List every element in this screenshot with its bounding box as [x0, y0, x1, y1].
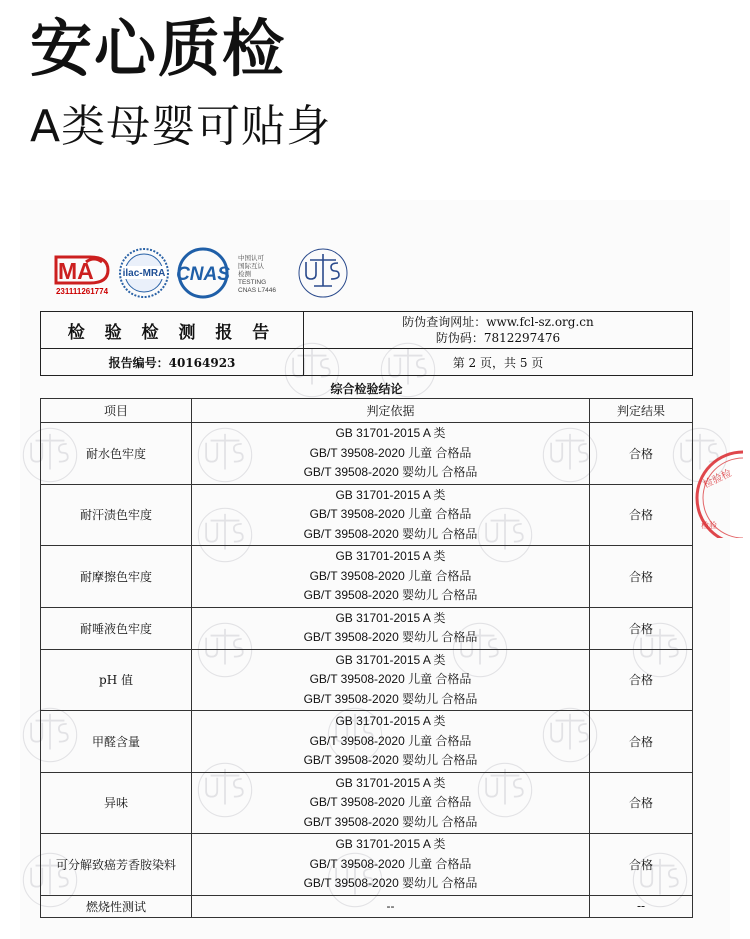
table-row — [41, 772, 693, 834]
col-header-basis: 判定依据 — [192, 399, 590, 423]
judgment-basis — [192, 546, 590, 608]
cma-logo — [50, 254, 114, 296]
judgment-basis — [192, 711, 590, 773]
basis-line: GB/T 39508-2020 儿童 合格品 — [309, 856, 472, 871]
table-row — [41, 546, 693, 608]
svg-text:检验检: 检验检 — [701, 468, 734, 491]
svg-text:检验: 检验 — [701, 521, 717, 530]
cnas-logo — [172, 247, 234, 303]
table-row — [41, 607, 693, 649]
uts-logo — [296, 246, 350, 304]
basis-line: GB/T 39508-2020 婴幼儿 合格品 — [303, 630, 478, 644]
page-indicator: 第 2 页，共 5 页 — [304, 349, 693, 376]
basis-line: -- — [386, 898, 395, 913]
basis-line: GB/T 39508-2020 婴幼儿 合格品 — [303, 691, 478, 706]
report-number: 报告编号：40164923 — [41, 349, 304, 376]
test-result: 合格 — [590, 711, 693, 773]
basis-line: GB/T 39508-2020 婴幼儿 合格品 — [303, 588, 478, 602]
test-item: 甲醛含量 — [41, 711, 192, 773]
judgment-basis — [192, 607, 590, 649]
judgment-basis — [192, 649, 590, 711]
basis-line: GB/T 39508-2020 儿童 合格品 — [309, 795, 472, 809]
judgment-basis — [192, 423, 590, 485]
page-headline: 安心质检 — [30, 12, 287, 85]
test-item: 耐汗渍色牢度 — [41, 484, 192, 546]
col-header-result: 判定结果 — [590, 399, 693, 423]
cnas-line: 国际互认 — [238, 263, 264, 270]
basis-line: GB/T 39508-2020 儿童 合格品 — [309, 672, 472, 686]
cma-logo-icon — [50, 254, 114, 286]
table-row — [41, 711, 693, 773]
test-item: 耐水色牢度 — [41, 423, 192, 485]
test-result: 合格 — [590, 546, 693, 608]
section-title: 综合检验结论 — [330, 382, 403, 396]
col-header-item: 项目 — [41, 399, 192, 423]
basis-line: GB 31701-2015 A 类 — [335, 487, 446, 502]
table-row — [41, 895, 693, 918]
table-row — [41, 484, 693, 546]
test-result: 合格 — [590, 834, 693, 896]
test-result: -- — [590, 895, 693, 918]
test-item: 异味 — [41, 772, 192, 834]
test-result: 合格 — [590, 649, 693, 711]
basis-line: GB/T 39508-2020 儿童 合格品 — [309, 733, 472, 748]
basis-line: GB/T 39508-2020 婴幼儿 合格品 — [303, 465, 478, 479]
judgment-basis — [192, 772, 590, 834]
judgment-basis — [192, 484, 590, 546]
anti-counterfeit-info — [304, 312, 693, 349]
basis-line: GB/T 39508-2020 婴幼儿 合格品 — [303, 753, 478, 767]
judgment-basis — [192, 834, 590, 896]
stamp-seal-icon — [683, 448, 743, 538]
test-item: 耐摩擦色牢度 — [41, 546, 192, 608]
svg-text:MA: MA — [58, 258, 94, 284]
test-item: 可分解致癌芳香胺染料 — [41, 834, 192, 896]
basis-line: GB/T 39508-2020 婴幼儿 合格品 — [303, 876, 478, 890]
test-result: 合格 — [590, 607, 693, 649]
verify-code: 防伪码：7812297476 — [435, 331, 561, 345]
uts-balance-icon — [296, 246, 350, 300]
test-report-document — [20, 200, 730, 939]
report-header-table — [40, 311, 693, 376]
svg-text:CNAS: CNAS — [176, 264, 230, 285]
basis-line: GB 31701-2015 A 类 — [335, 837, 446, 851]
cnas-line: 检测 — [238, 271, 251, 278]
table-row — [41, 834, 693, 896]
test-item: 燃烧性测试 — [41, 895, 192, 918]
cnas-icon — [172, 247, 234, 299]
page-subheadline: A类母婴可贴身 — [30, 101, 332, 152]
basis-line: GB/T 39508-2020 儿童 合格品 — [309, 568, 472, 583]
basis-line: GB/T 39508-2020 婴幼儿 合格品 — [303, 526, 478, 541]
basis-line: GB/T 39508-2020 儿童 合格品 — [309, 445, 472, 460]
cnas-line: 中国认可 — [238, 255, 264, 262]
test-result: 合格 — [590, 423, 693, 485]
results-table — [40, 398, 693, 918]
accreditation-logos — [50, 245, 350, 305]
cnas-accreditation-text — [238, 255, 276, 295]
test-result: 合格 — [590, 484, 693, 546]
table-row — [41, 423, 693, 485]
basis-line: GB 31701-2015 A 类 — [335, 652, 446, 667]
svg-text:ilac-MRA: ilac-MRA — [122, 268, 166, 279]
table-row — [41, 649, 693, 711]
basis-line: GB/T 39508-2020 儿童 合格品 — [309, 507, 472, 521]
test-item: pH 值 — [41, 649, 192, 711]
ilac-mra-icon — [118, 247, 170, 299]
cnas-line: CNAS L7446 — [238, 287, 276, 294]
cnas-line: TESTING — [238, 279, 267, 286]
basis-line: GB 31701-2015 A 类 — [335, 714, 446, 728]
basis-line: GB 31701-2015 A 类 — [335, 549, 446, 563]
verify-website: 防伪查询网址：www.fcl-sz.org.cn — [402, 315, 594, 329]
judgment-basis — [192, 895, 590, 918]
basis-line: GB 31701-2015 A 类 — [335, 610, 446, 625]
basis-line: GB 31701-2015 A 类 — [335, 775, 446, 790]
report-title: 检 验 检 测 报 告 — [41, 312, 304, 349]
red-inspection-stamp — [683, 448, 743, 538]
basis-line: GB 31701-2015 A 类 — [335, 426, 446, 440]
cma-number: 231111261774 — [55, 287, 109, 296]
basis-line: GB/T 39508-2020 婴幼儿 合格品 — [303, 814, 478, 829]
test-result: 合格 — [590, 772, 693, 834]
test-item: 耐唾液色牢度 — [41, 607, 192, 649]
ilac-mra-logo — [118, 247, 170, 303]
